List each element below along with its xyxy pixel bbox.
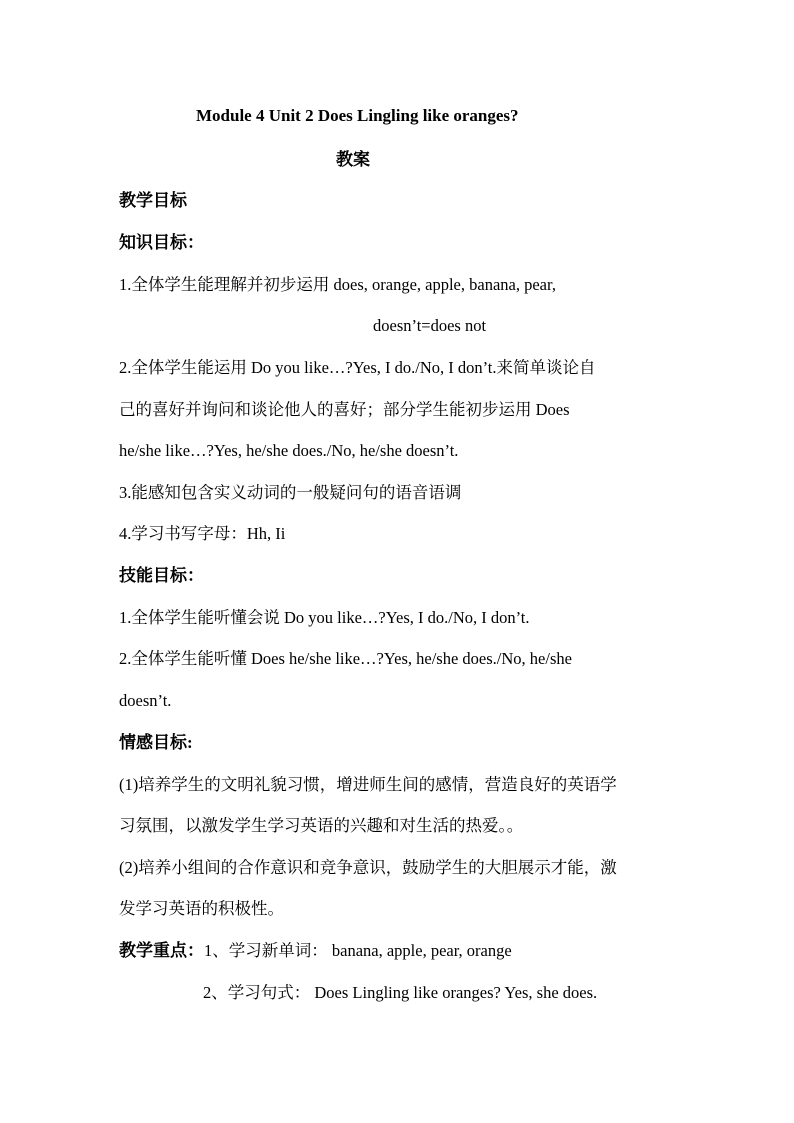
knowledge-item-2-cont2: he/she like…?Yes, he/she does./No, he/she doesn’t.: [119, 441, 459, 460]
emotion-item-1-cont: 习氛围，以激发学生学习英语的兴趣和对生活的热爱。。: [119, 816, 524, 835]
heading-skill-goals: 技能目标：: [119, 566, 204, 585]
key-points-row: [119, 941, 512, 961]
heading-teaching-goals: 教学目标: [119, 191, 187, 210]
knowledge-item-2-cont: 己的喜好并询问和谈论他人的喜好；部分学生能初步运用 Does: [119, 400, 570, 419]
knowledge-item-4: 4.学习书写字母：Hh, Ii: [119, 524, 286, 543]
key-point-2: 2、学习句式： Does Lingling like oranges? Yes, she does.: [203, 983, 598, 1002]
heading-emotion-goals: 情感目标:: [119, 733, 193, 752]
emotion-item-2-cont: 发学习英语的积极性。: [119, 899, 284, 918]
document-title: Module 4 Unit 2 Does Lingling like oranges?: [196, 106, 519, 125]
knowledge-item-1: 1.全体学生能理解并初步运用 does, orange, apple, banana, pear,: [119, 275, 556, 294]
emotion-item-2: (2)培养小组间的合作意识和竞争意识，鼓励学生的大胆展示才能，激: [119, 858, 617, 877]
key-point-1: 1、学习新单词： banana, apple, pear, orange: [204, 941, 512, 960]
skill-item-2: 2.全体学生能听懂 Does he/she like…?Yes, he/she does./No, he/she: [119, 649, 572, 668]
heading-knowledge-goals: 知识目标：: [119, 233, 204, 252]
emotion-item-1: (1)培养学生的文明礼貌习惯，增进师生间的感情，营造良好的英语学: [119, 775, 617, 794]
knowledge-item-1-cont: doesn’t=does not: [373, 316, 487, 335]
knowledge-item-2: 2.全体学生能运用 Do you like…?Yes, I do./No, I don’t.来简单谈论自: [119, 358, 596, 377]
skill-item-2-cont: doesn’t.: [119, 691, 172, 710]
key-points-label: 教学重点：: [119, 941, 204, 960]
skill-item-1: 1.全体学生能听懂会说 Do you like…?Yes, I do./No, I don’t.: [119, 608, 530, 627]
document-subtitle: 教案: [336, 150, 370, 169]
knowledge-item-3: 3.能感知包含实义动词的一般疑问句的语音语调: [119, 483, 462, 502]
